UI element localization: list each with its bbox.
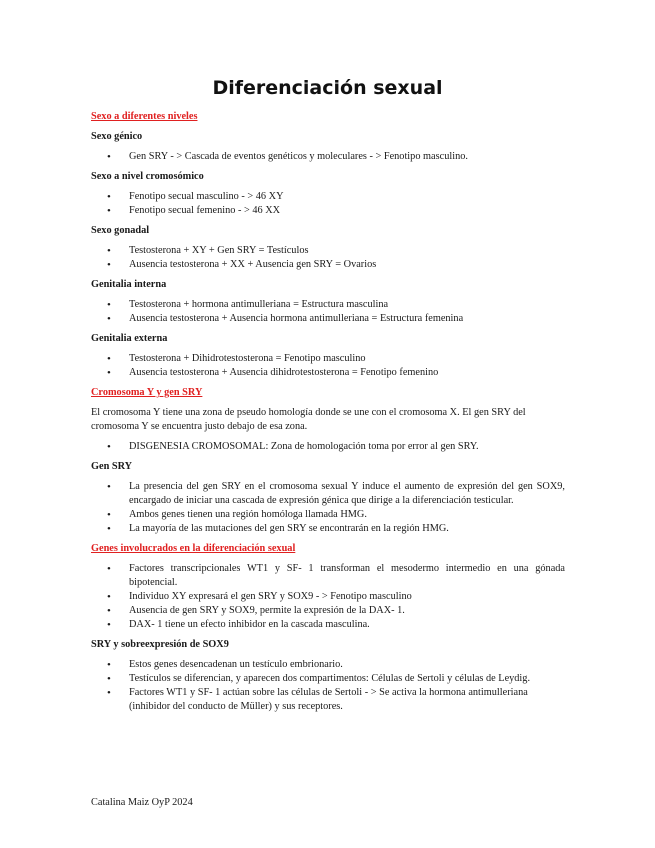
list-item: • Fenotipo secual femenino - > 46 XX — [129, 204, 565, 218]
list-item: • Testosterona + hormona antimulleriana = Estructura masculina — [129, 298, 565, 312]
page-title: Diferenciación sexual — [212, 77, 443, 99]
list-item: • Ausencia testosterona + Ausencia dihidrotestosterona = Fenotipo femenino — [129, 366, 565, 380]
list-item: • DAX- 1 tiene un efecto inhibidor en la cascada masculina. — [129, 618, 565, 632]
list-item: • Ausencia testosterona + Ausencia hormona antimulleriana = Estructura femenina — [129, 312, 565, 326]
list-item: • Gen SRY - > Cascada de eventos genéticos y moleculares - > Fenotipo masculino. — [129, 150, 565, 164]
list-item: • La mayoría de las mutaciones del gen SRY se encontrarán en la región HMG. — [129, 522, 565, 536]
subheading-genitalia-externa: Genitalia externa — [91, 333, 168, 344]
list-item: • Fenotipo secual masculino - > 46 XY — [129, 190, 565, 204]
list-item: • Factores transcripcionales WT1 y SF- 1 transforman el mesodermo intermedio en una gónada bipotencial. — [129, 562, 565, 590]
list-gonadal — [91, 244, 565, 272]
section-heading-genes: Genes involucrados en la diferenciación sexual — [91, 543, 296, 554]
subheading-cromosomico: Sexo a nivel cromosómico — [91, 171, 204, 182]
subheading-sox9: SRY y sobreexpresión de SOX9 — [91, 639, 229, 650]
list-genes — [91, 562, 565, 632]
paragraph-cromosoma-y: El cromosoma Y tiene una zona de pseudo homología donde se une con el cromosoma X. El gen SRY del cromosoma Y se encuentra justo debajo de esa zona. — [91, 407, 526, 432]
list-item: • Ambos genes tienen una región homóloga llamada HMG. — [129, 508, 565, 522]
section-heading-cromosoma-y: Cromosoma Y y gen SRY — [91, 387, 203, 398]
list-item: • Ausencia de gen SRY y SOX9, permite la expresión de la DAX- 1. — [129, 604, 565, 618]
list-item: • Testículos se diferencian, y aparecen dos compartimentos: Células de Sertoli y células de Leydig. — [129, 672, 565, 686]
footer-author: Catalina Maiz OyP 2024 — [91, 797, 193, 808]
list-item: • La presencia del gen SRY en el cromosoma sexual Y induce el aumento de expresión del gen SOX9, encargado de iniciar una cascada de expresión génica que dirige a la diferenciación testicular. — [129, 480, 565, 508]
subheading-gonadal: Sexo gonadal — [91, 225, 150, 236]
subheading-genitalia-interna: Genitalia interna — [91, 279, 167, 290]
list-item: • Individuo XY expresará el gen SRY y SOX9 - > Fenotipo masculino — [129, 590, 565, 604]
list-item: • Testosterona + XY + Gen SRY = Testículos — [129, 244, 565, 258]
list-genitalia-externa — [91, 352, 565, 380]
document-body — [91, 110, 565, 720]
list-gen-sry — [91, 480, 565, 536]
list-item: • Estos genes desencadenan un testículo embrionario. — [129, 658, 565, 672]
section-heading-niveles: Sexo a diferentes niveles — [91, 111, 198, 122]
list-item: • Ausencia testosterona + XX + Ausencia gen SRY = Ovarios — [129, 258, 565, 272]
list-item: • Factores WT1 y SF- 1 actúan sobre las células de Sertoli - > Se activa la hormona antimulleriana (inhibidor del conducto de Müller) y sus receptores. — [129, 686, 565, 714]
list-item: • Testosterona + Dihidrotestosterona = Fenotipo masculino — [129, 352, 565, 366]
list-genitalia-interna — [91, 298, 565, 326]
subheading-gen-sry: Gen SRY — [91, 461, 133, 472]
list-sox9 — [91, 658, 565, 714]
list-genico — [91, 150, 565, 164]
list-cromosomico — [91, 190, 565, 218]
list-item: • DISGENESIA CROMOSOMAL: Zona de homologación toma por error al gen SRY. — [129, 440, 565, 454]
subheading-genico: Sexo génico — [91, 131, 143, 142]
list-disgenesia — [91, 440, 565, 454]
